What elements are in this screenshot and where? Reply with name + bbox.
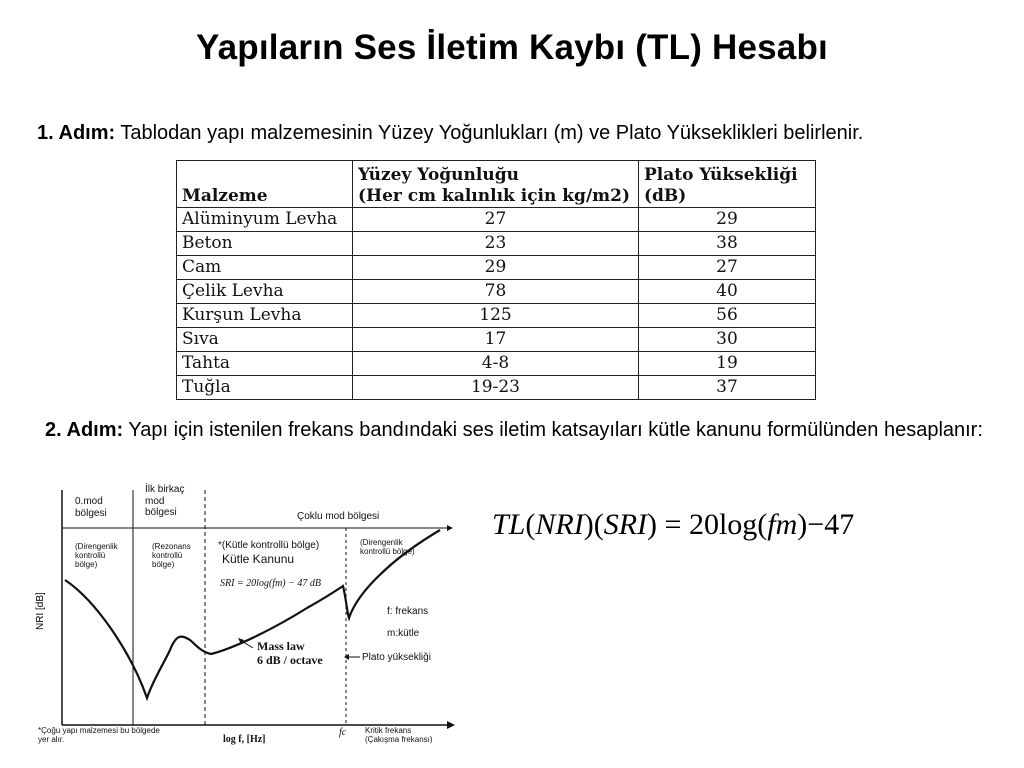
- cell-material: Sıva: [177, 328, 353, 352]
- mass-law-title: Kütle Kanunu: [222, 552, 295, 566]
- header-plateau-height-line2: (dB): [644, 186, 687, 206]
- cell-density: 78: [353, 280, 639, 304]
- material-table-image: [176, 160, 816, 402]
- step-2-text: [45, 415, 1005, 445]
- table-row: [177, 352, 816, 376]
- graph-drawing: [35, 480, 455, 755]
- critical-frequency-label: Kritik frekans (Çakışma frekansı): [365, 726, 433, 745]
- cell-material: Tahta: [177, 352, 353, 376]
- nri-frequency-graph: [35, 480, 455, 755]
- cell-plateau: 29: [639, 208, 816, 232]
- region-0-label: 0.mod bölgesi: [75, 496, 107, 519]
- header-surface-density-line2: (Her cm kalınlık için kg/m2): [358, 186, 631, 206]
- mass-law-small-formula: SRI = 20log(fm) − 47 dB: [220, 578, 321, 589]
- cell-plateau: 56: [639, 304, 816, 328]
- table-row: [177, 256, 816, 280]
- formula-const: 47: [824, 508, 855, 541]
- table-row: [177, 304, 816, 328]
- formula-minus: −: [807, 508, 825, 541]
- step-1-text: [37, 118, 997, 148]
- y-axis-label: NRI [dB]: [35, 592, 46, 630]
- cell-plateau: 30: [639, 328, 816, 352]
- m-definition: m:kütle: [387, 628, 420, 639]
- cell-plateau: 37: [639, 376, 816, 400]
- step-2-body: Yapı için istenilen frekans bandındaki ses iletim katsayıları kütle kanunu formülünden hesaplanır:: [123, 419, 983, 441]
- cell-plateau: 27: [639, 256, 816, 280]
- cell-plateau: 40: [639, 280, 816, 304]
- graph-footnote: *Çoğu yapı malzemesi bu bölgede yer alır.: [38, 726, 160, 745]
- page-title: Yapıların Ses İletim Kaybı (TL) Hesabı: [196, 28, 828, 67]
- step-1-body: Tablodan yapı malzemesinin Yüzey Yoğunlukları (m) ve Plato Yükseklikleri belirlenir.: [115, 122, 864, 144]
- x-axis-arrow: [447, 721, 455, 729]
- header-material: Malzeme: [177, 161, 353, 208]
- formula-coef: 20: [688, 508, 719, 541]
- cell-material: Alüminyum Levha: [177, 208, 353, 232]
- table-header-row: [177, 161, 816, 208]
- step-1-label: 1. Adım:: [37, 122, 116, 144]
- table-row: [177, 328, 816, 352]
- plateau-label: Plato yüksekliği: [362, 652, 431, 663]
- cell-material: Çelik Levha: [177, 280, 353, 304]
- cell-material: Cam: [177, 256, 353, 280]
- resonance-region-label: (Rezonans kontrollü bölge): [152, 542, 191, 570]
- table-row: [177, 376, 816, 400]
- step-2-label: 2. Adım:: [45, 419, 124, 441]
- formula-nri: NRI: [535, 508, 584, 541]
- table-row: [177, 208, 816, 232]
- critical-frequency-symbol: fc: [339, 727, 347, 738]
- stiffness-region-label: (Direngenlik kontrollü bölge): [75, 542, 118, 570]
- cell-material: Beton: [177, 232, 353, 256]
- region-1-label: İlk birkaç mod bölgesi: [145, 484, 185, 518]
- cell-plateau: 19: [639, 352, 816, 376]
- table-row: [177, 280, 816, 304]
- mass-law-annotation: Mass law 6 dB / octave: [257, 639, 323, 667]
- formula-tl: TL: [492, 508, 526, 541]
- cell-density: 27: [353, 208, 639, 232]
- formula-sri: SRI: [603, 508, 648, 541]
- region-2-label: Çoklu mod bölgesi: [297, 511, 380, 522]
- cell-density: 19-23: [353, 376, 639, 400]
- header-plateau-height-line1: Plato Yüksekliği: [644, 165, 798, 185]
- mass-region-label: *(Kütle kontrollü bölge): [218, 540, 320, 551]
- f-definition: f: frekans: [387, 606, 429, 617]
- x-axis-label: log f, [Hz]: [223, 734, 266, 745]
- cell-density: 29: [353, 256, 639, 280]
- cell-density: 125: [353, 304, 639, 328]
- cell-density: 4-8: [353, 352, 639, 376]
- cell-density: 17: [353, 328, 639, 352]
- cell-density: 23: [353, 232, 639, 256]
- header-surface-density-line1: Yüzey Yoğunluğu: [358, 165, 519, 185]
- formula-fm: fm: [767, 508, 798, 541]
- cell-plateau: 38: [639, 232, 816, 256]
- cell-material: Tuğla: [177, 376, 353, 400]
- region-arrow-head: [447, 525, 453, 531]
- formula-log: log: [718, 508, 758, 541]
- table-row: [177, 232, 816, 256]
- header-surface-density: [353, 161, 639, 208]
- stiffness-region-2-label: (Direngenlik kontrollü bölge): [360, 538, 415, 557]
- cell-material: Kurşun Levha: [177, 304, 353, 328]
- mass-law-formula: TL(NRI)(SRI) = 20log(fm)−47: [492, 508, 855, 541]
- material-table: [176, 160, 816, 400]
- header-plateau-height: [639, 161, 816, 208]
